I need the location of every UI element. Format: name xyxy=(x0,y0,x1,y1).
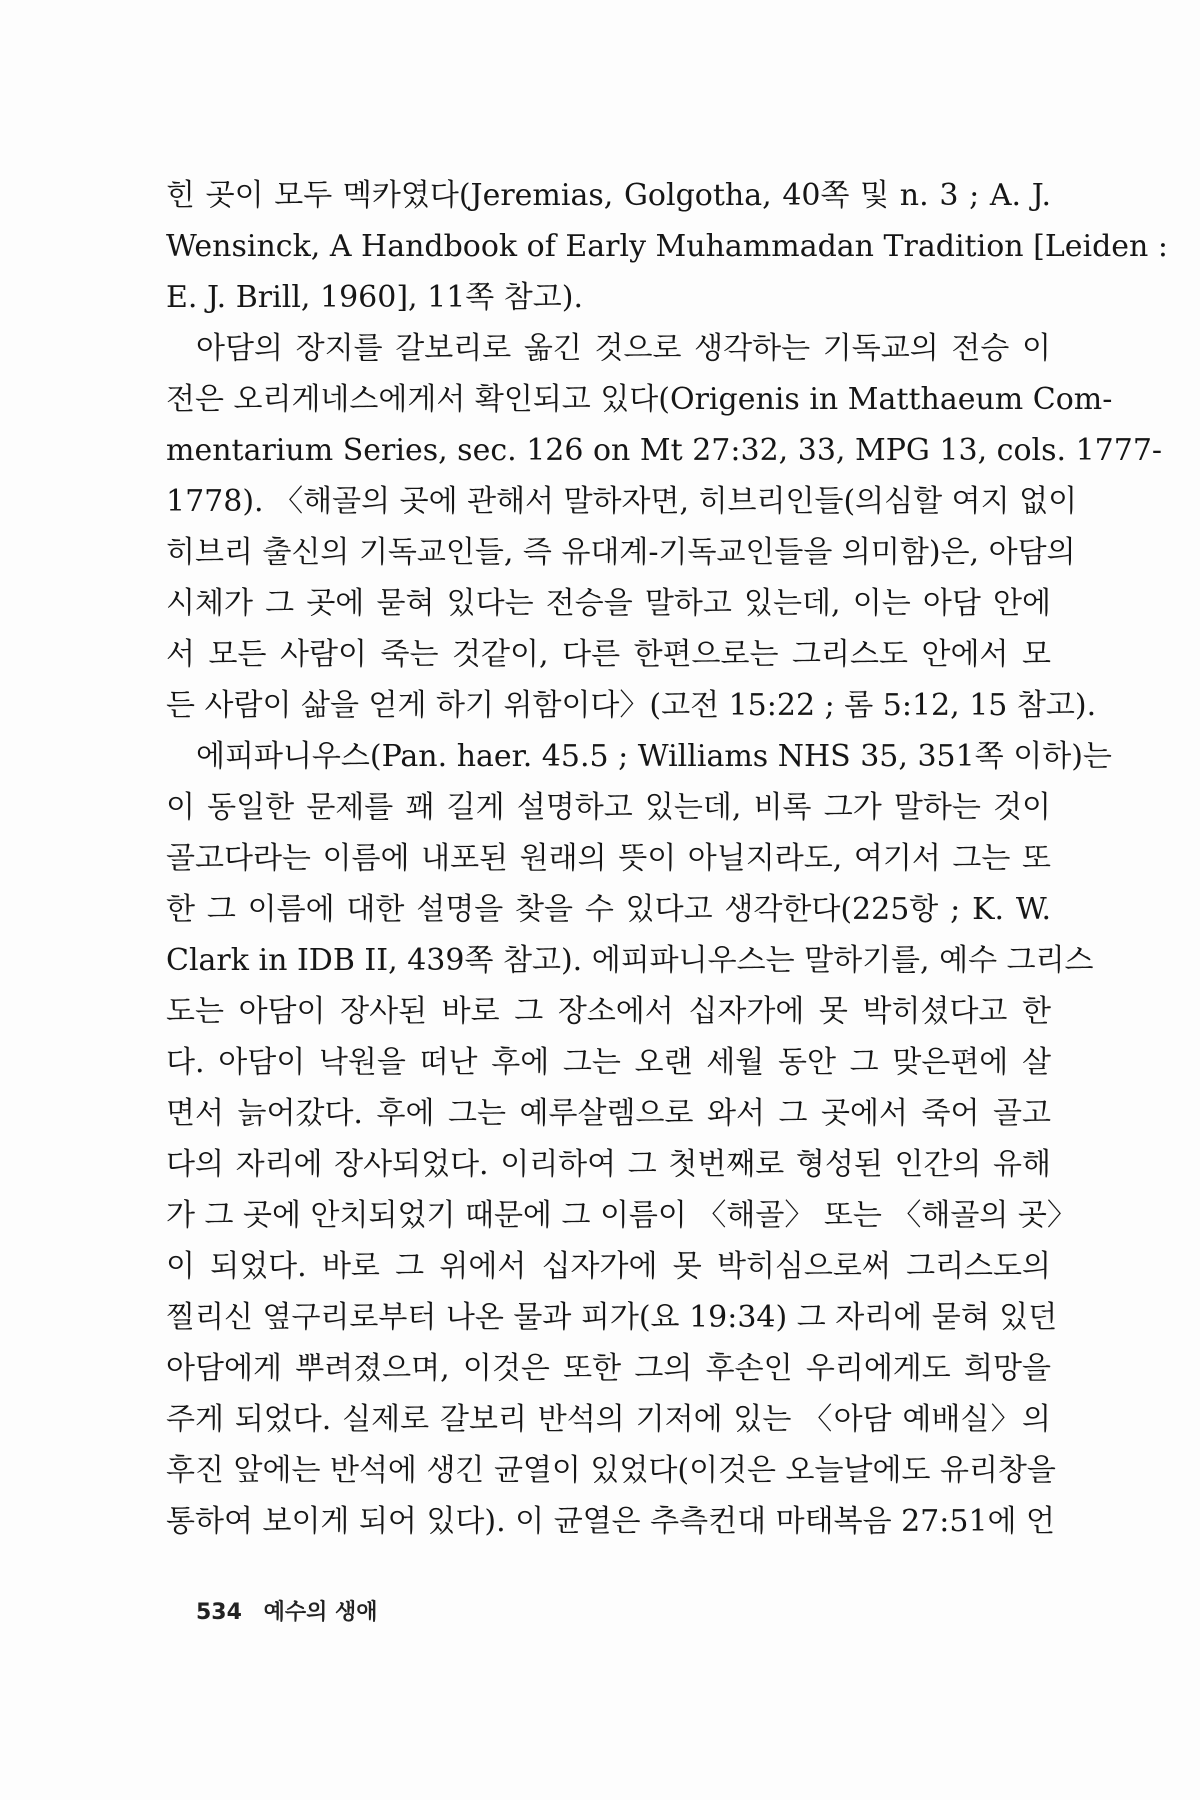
text-line: 가 그 곳에 안치되었기 때문에 그 이름이 〈해골〉 또는 〈해골의 곳〉 xyxy=(166,1198,1077,1233)
text-line: 골고다라는 이름에 내포된 원래의 뜻이 아닐지라도, 여기서 그는 또 xyxy=(166,841,1051,876)
text-line: 후진 앞에는 반석에 생긴 균열이 있었다(이것은 오늘날에도 유리창을 xyxy=(166,1453,1056,1488)
text-line: 히브리 출신의 기독교인들, 즉 유대계-기독교인들을 의미함)은, 아담의 xyxy=(166,535,1076,570)
text-line: 아담의 장지를 갈보리로 옮긴 것으로 생각하는 기독교의 전승 이 xyxy=(196,331,1051,366)
text-line: Clark in IDB II, 439쪽 참고). 에피파니우스는 말하기를, 예수 그리스 xyxy=(166,943,1094,978)
text-line: 1778). 〈해골의 곳에 관해서 말하자면, 히브리인들(의심할 여지 없이 xyxy=(166,484,1078,519)
body-text xyxy=(166,170,1169,1547)
page-number: 534 xyxy=(196,1600,242,1625)
text-line: 찔리신 옆구리로부터 나온 물과 피가(요 19:34) 그 자리에 묻혀 있던 xyxy=(166,1300,1058,1335)
text-line: 시체가 그 곳에 묻혀 있다는 전승을 말하고 있는데, 이는 아담 안에 xyxy=(166,586,1051,621)
text-line: 면서 늙어갔다. 후에 그는 예루살렘으로 와서 그 곳에서 죽어 골고 xyxy=(166,1096,1051,1131)
text-line: 전은 오리게네스에게서 확인되고 있다(Origenis in Matthaeum Com- xyxy=(166,382,1113,417)
text-line: 다의 자리에 장사되었다. 이리하여 그 첫번째로 형성된 인간의 유해 xyxy=(166,1147,1051,1182)
text-line: 든 사람이 삶을 얻게 하기 위함이다〉(고전 15:22 ; 롬 5:12, 15 참고). xyxy=(166,688,1097,723)
text-line: 에피파니우스(Pan. haer. 45.5 ; Williams NHS 35, 351쪽 이하)는 xyxy=(196,739,1112,774)
page-footer xyxy=(196,1595,378,1626)
running-title: 예수의 생애 xyxy=(263,1600,378,1625)
text-line: 서 모든 사람이 죽는 것같이, 다른 한편으로는 그리스도 안에서 모 xyxy=(166,637,1051,672)
text-line: mentarium Series, sec. 126 on Mt 27:32, 33, MPG 13, cols. 1777- xyxy=(166,433,1163,468)
text-line: 이 동일한 문제를 꽤 길게 설명하고 있는데, 비록 그가 말하는 것이 xyxy=(166,790,1051,825)
text-line: 도는 아담이 장사된 바로 그 장소에서 십자가에 못 박히셨다고 한 xyxy=(166,994,1051,1029)
text-line: 통하여 보이게 되어 있다). 이 균열은 추측컨대 마태복음 27:51에 언 xyxy=(166,1504,1056,1539)
text-line: 주게 되었다. 실제로 갈보리 반석의 기저에 있는 〈아담 예배실〉의 xyxy=(166,1402,1051,1437)
text-line: E. J. Brill, 1960], 11쪽 참고). xyxy=(166,280,583,315)
text-line: Wensinck, A Handbook of Early Muhammadan Tradition [Leiden : xyxy=(166,229,1169,264)
text-line: 아담에게 뿌려졌으며, 이것은 또한 그의 후손인 우리에게도 희망을 xyxy=(166,1351,1051,1386)
text-line: 다. 아담이 낙원을 떠난 후에 그는 오랜 세월 동안 그 맞은편에 살 xyxy=(166,1045,1051,1080)
text-line: 이 되었다. 바로 그 위에서 십자가에 못 박히심으로써 그리스도의 xyxy=(166,1249,1051,1284)
text-line: 힌 곳이 모두 멕카였다(Jeremias, Golgotha, 40쪽 및 n. 3 ; A. J. xyxy=(166,178,1051,213)
text-line: 한 그 이름에 대한 설명을 찾을 수 있다고 생각한다(225항 ; K. W. xyxy=(166,892,1051,927)
